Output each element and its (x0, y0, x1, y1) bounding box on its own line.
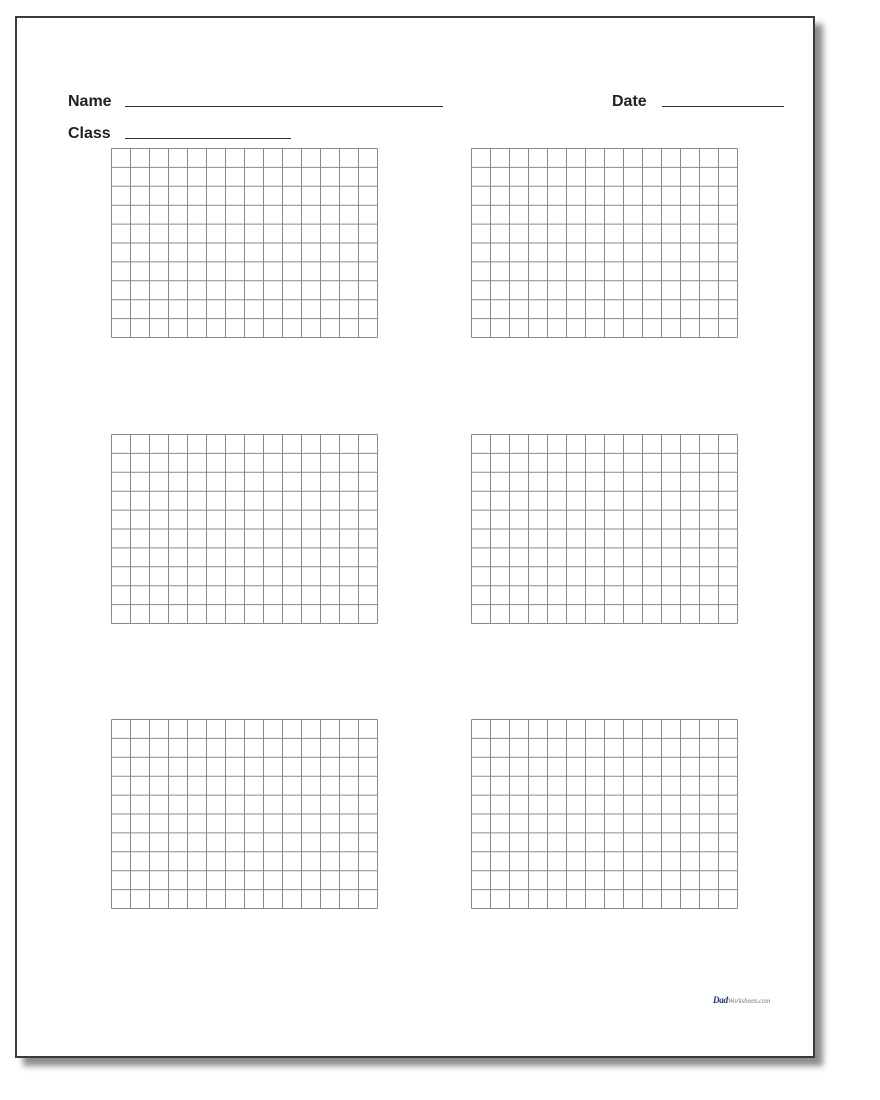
date-label: Date (612, 93, 647, 110)
grid-svg (471, 434, 738, 624)
logo-rest-text: Worksheets.com (727, 997, 771, 1005)
graph-grid (471, 148, 738, 338)
graph-grid (111, 148, 378, 338)
name-label: Name (68, 93, 112, 110)
grid-svg (111, 434, 378, 624)
grid-svg (111, 148, 378, 338)
grid-svg (471, 719, 738, 909)
class-label: Class (68, 125, 111, 142)
graph-grid (111, 719, 378, 909)
graph-grid (111, 434, 378, 624)
grid-svg (111, 719, 378, 909)
graph-grid (471, 434, 738, 624)
date-line (662, 106, 784, 107)
graph-grid (471, 719, 738, 909)
grid-svg (471, 148, 738, 338)
class-line (125, 138, 291, 139)
logo-main-text: Dad (713, 995, 728, 1005)
worksheet-page (15, 16, 815, 1058)
publisher-logo (713, 995, 770, 1005)
name-line (125, 106, 443, 107)
